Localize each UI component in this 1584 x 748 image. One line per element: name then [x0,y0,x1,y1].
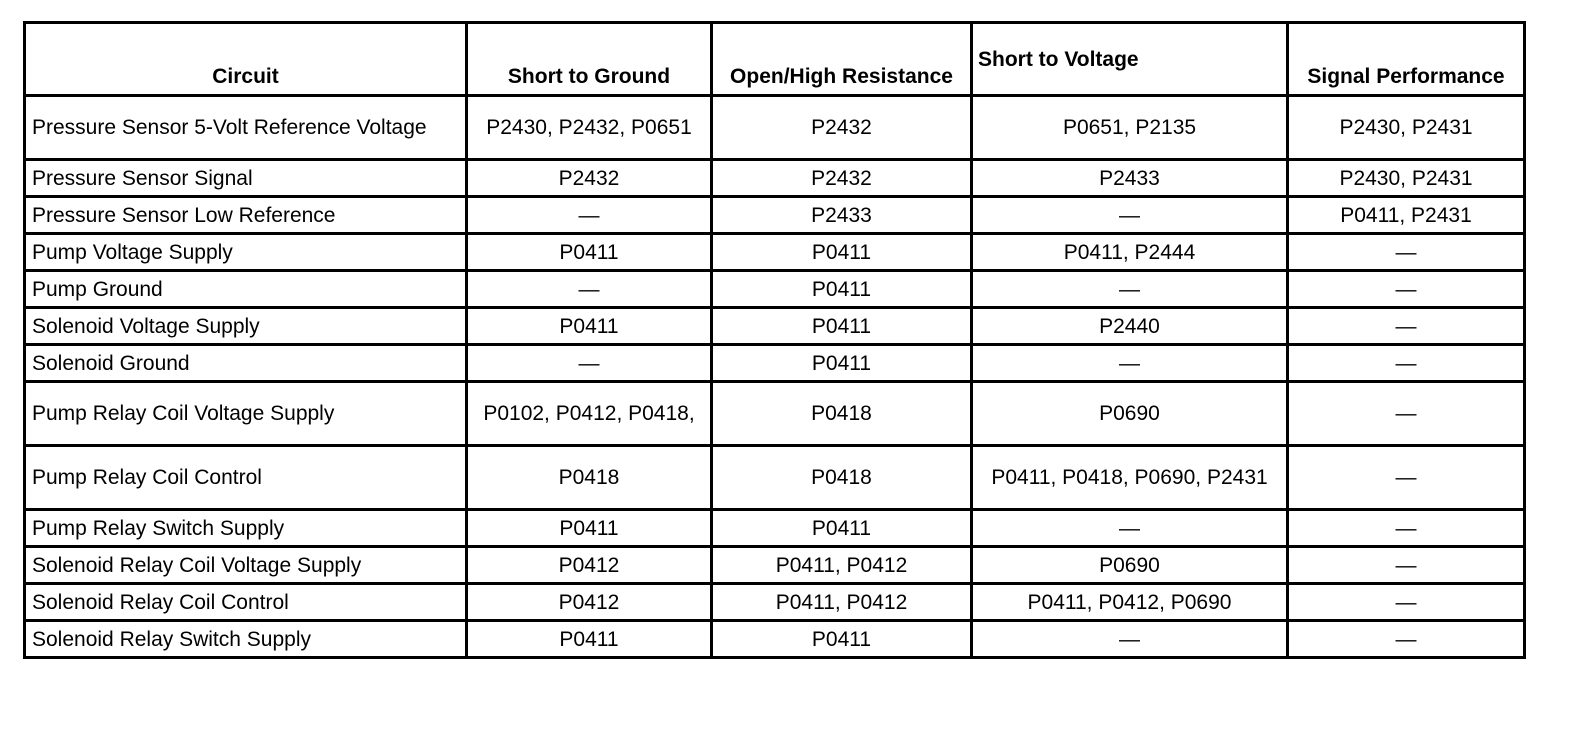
cell-signal-performance: — [1288,446,1525,510]
header-short-to-ground: Short to Ground [467,23,712,96]
cell-open-high-resistance: P0411 [712,345,972,382]
table-row [25,584,1525,621]
cell-short-to-ground: P2432 [467,160,712,197]
cell-short-to-ground: P0412 [467,547,712,584]
dtc-circuit-table [23,21,1526,659]
cell-short-to-ground: P0412 [467,584,712,621]
cell-circuit: Solenoid Relay Switch Supply [25,621,467,658]
table-row [25,197,1525,234]
cell-circuit: Pump Voltage Supply [25,234,467,271]
cell-short-to-voltage: P0651, P2135 [972,96,1288,160]
table-row [25,345,1525,382]
table-row [25,446,1525,510]
table-row [25,160,1525,197]
cell-circuit: Pressure Sensor Low Reference [25,197,467,234]
cell-open-high-resistance: P0411 [712,271,972,308]
cell-open-high-resistance: P0411 [712,308,972,345]
table-row [25,234,1525,271]
cell-short-to-ground: P0102, P0412, P0418, [467,382,712,446]
header-circuit: Circuit [25,23,467,96]
cell-short-to-ground: — [467,271,712,308]
cell-short-to-voltage: — [972,345,1288,382]
cell-circuit: Solenoid Relay Coil Control [25,584,467,621]
cell-open-high-resistance: P0411 [712,234,972,271]
cell-short-to-ground: P0411 [467,510,712,547]
cell-short-to-ground: — [467,345,712,382]
cell-circuit: Pump Ground [25,271,467,308]
cell-short-to-voltage: — [972,510,1288,547]
cell-open-high-resistance: P0411 [712,510,972,547]
cell-short-to-ground: P0411 [467,621,712,658]
cell-signal-performance: P2430, P2431 [1288,160,1525,197]
cell-open-high-resistance: P0411, P0412 [712,547,972,584]
cell-circuit: Pump Relay Switch Supply [25,510,467,547]
table-header [25,23,1525,96]
cell-signal-performance: — [1288,584,1525,621]
table-row [25,271,1525,308]
cell-short-to-voltage: — [972,271,1288,308]
cell-circuit: Pressure Sensor Signal [25,160,467,197]
header-row [25,23,1525,96]
cell-short-to-voltage: P0411, P0412, P0690 [972,584,1288,621]
cell-open-high-resistance: P0418 [712,382,972,446]
cell-short-to-voltage: P0690 [972,547,1288,584]
cell-signal-performance: — [1288,382,1525,446]
header-short-to-voltage: Short to Voltage [972,23,1288,96]
table-row [25,382,1525,446]
cell-short-to-voltage: — [972,197,1288,234]
table-body [25,96,1525,658]
cell-open-high-resistance: P2432 [712,160,972,197]
cell-short-to-voltage: P0411, P2444 [972,234,1288,271]
cell-circuit: Solenoid Voltage Supply [25,308,467,345]
cell-signal-performance: — [1288,271,1525,308]
cell-short-to-ground: P0411 [467,308,712,345]
cell-short-to-ground: — [467,197,712,234]
cell-circuit: Solenoid Ground [25,345,467,382]
cell-signal-performance: P0411, P2431 [1288,197,1525,234]
cell-signal-performance: — [1288,345,1525,382]
cell-signal-performance: — [1288,510,1525,547]
cell-open-high-resistance: P0411 [712,621,972,658]
header-open-high-resistance: Open/High Resistance [712,23,972,96]
cell-signal-performance: — [1288,621,1525,658]
cell-open-high-resistance: P0411, P0412 [712,584,972,621]
cell-signal-performance: — [1288,308,1525,345]
table-row [25,510,1525,547]
cell-short-to-ground: P0418 [467,446,712,510]
table-row [25,96,1525,160]
cell-short-to-voltage: P0690 [972,382,1288,446]
cell-short-to-ground: P0411 [467,234,712,271]
cell-circuit: Pressure Sensor 5-Volt Reference Voltage [25,96,467,160]
cell-circuit: Solenoid Relay Coil Voltage Supply [25,547,467,584]
cell-signal-performance: — [1288,547,1525,584]
cell-open-high-resistance: P2432 [712,96,972,160]
cell-short-to-voltage: — [972,621,1288,658]
cell-signal-performance: P2430, P2431 [1288,96,1525,160]
cell-open-high-resistance: P2433 [712,197,972,234]
header-signal-performance: Signal Performance [1288,23,1525,96]
cell-circuit: Pump Relay Coil Control [25,446,467,510]
cell-open-high-resistance: P0418 [712,446,972,510]
cell-short-to-voltage: P2433 [972,160,1288,197]
cell-signal-performance: — [1288,234,1525,271]
table-row [25,308,1525,345]
cell-short-to-voltage: P2440 [972,308,1288,345]
cell-short-to-ground: P2430, P2432, P0651 [467,96,712,160]
cell-short-to-voltage: P0411, P0418, P0690, P2431 [972,446,1288,510]
cell-circuit: Pump Relay Coil Voltage Supply [25,382,467,446]
table-row [25,547,1525,584]
table-row [25,621,1525,658]
